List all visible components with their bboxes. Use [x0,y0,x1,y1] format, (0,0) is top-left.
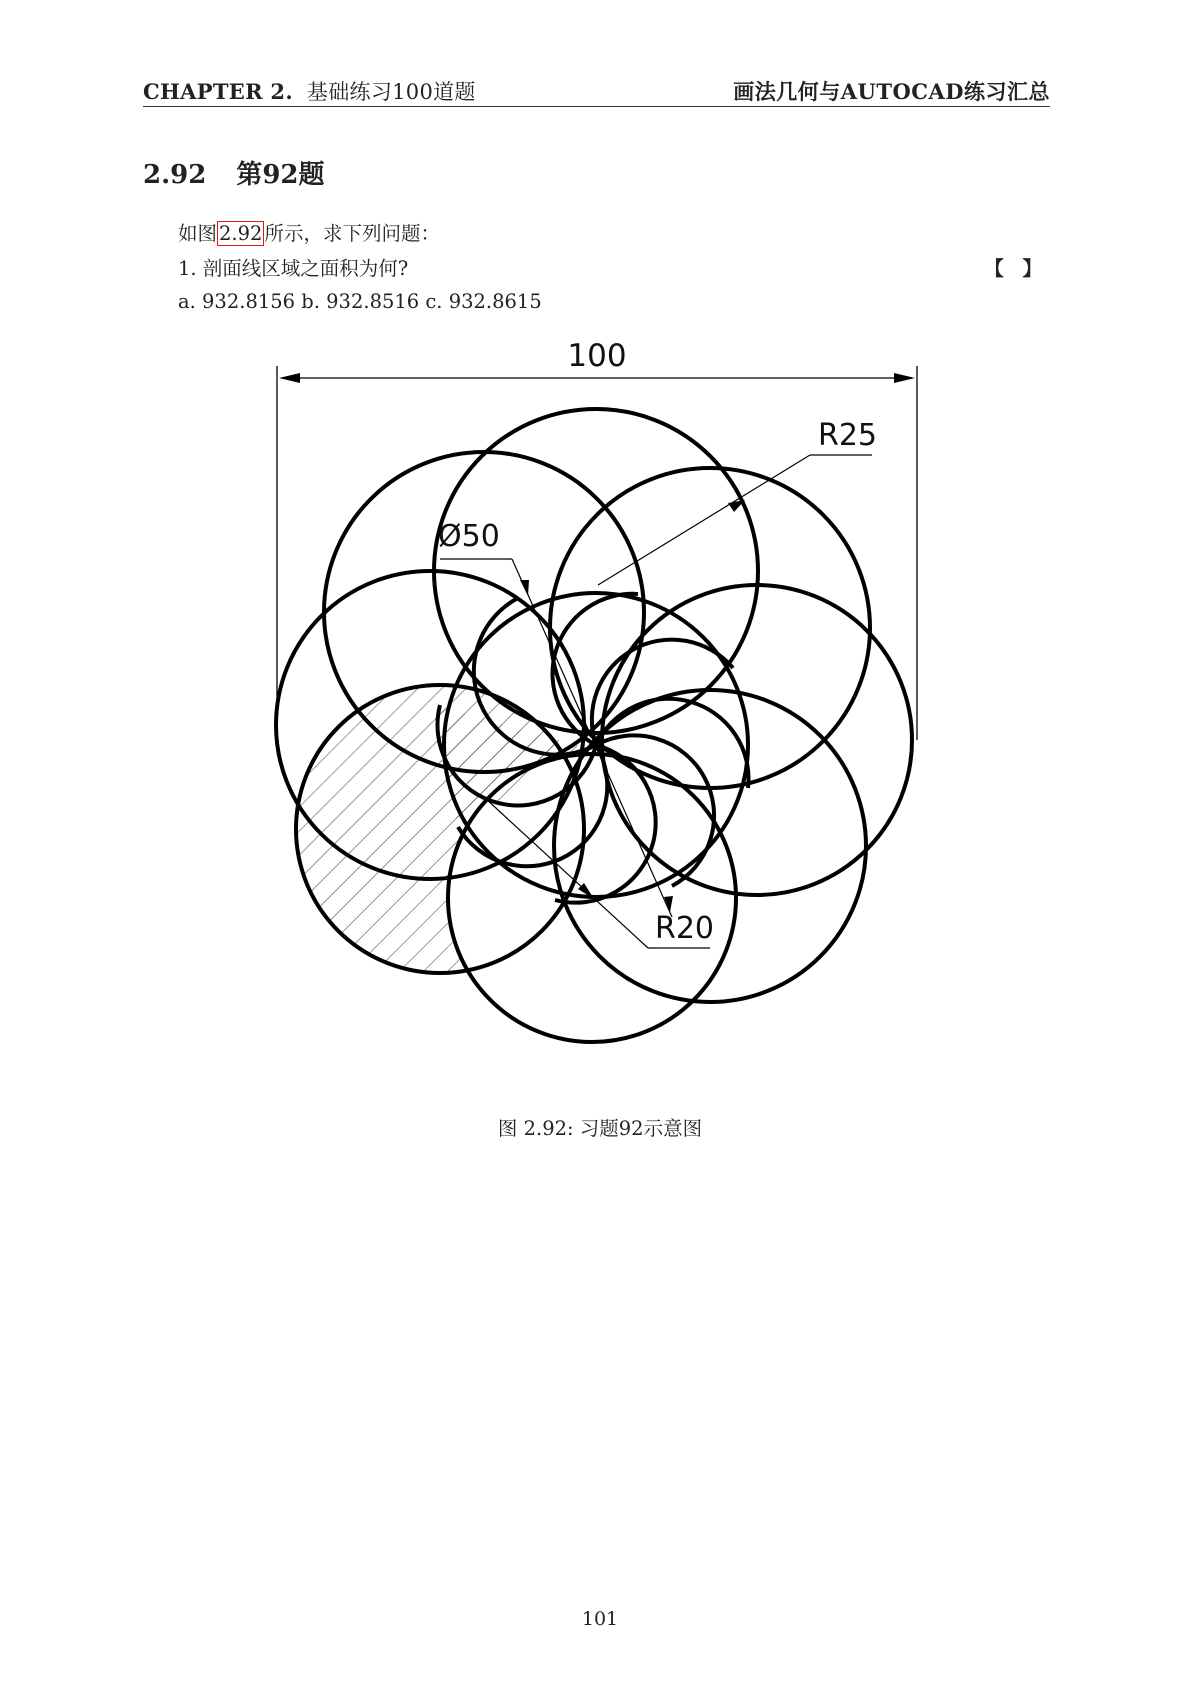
figure-caption: 图 2.92: 习题92示意图 [497,1117,703,1140]
intro-prefix: 如图 [178,222,218,245]
outer-circle [434,409,758,733]
header-chapter-label: CHAPTER 2. [143,79,293,104]
figure-reference-link[interactable]: 2.92 [219,222,263,245]
inner-arc [592,640,733,745]
width-dimension-label: 100 [567,338,627,374]
section-title: 第92题 [236,160,325,190]
section-number: 2.92 [143,160,207,190]
question-text: 1. 剖面线区域之面积为何? [178,257,409,280]
outer-radius-label: R25 [818,418,878,453]
page-number: 101 [581,1608,619,1630]
header-book-title: 画法几何与AUTOCAD练习汇总 [733,79,1050,104]
inner-radius-label: R20 [655,911,715,946]
intro-suffix: 所示，求下列问题： [264,222,440,245]
header-chapter-title: 基础练习100道题 [306,80,476,104]
answer-bracket: 【 】 [984,257,1048,280]
answer-options: a. 932.8156 b. 932.8516 c. 932.8615 [178,290,542,313]
center-diameter-label: Ø50 [438,519,500,554]
inner-arc [552,594,638,745]
